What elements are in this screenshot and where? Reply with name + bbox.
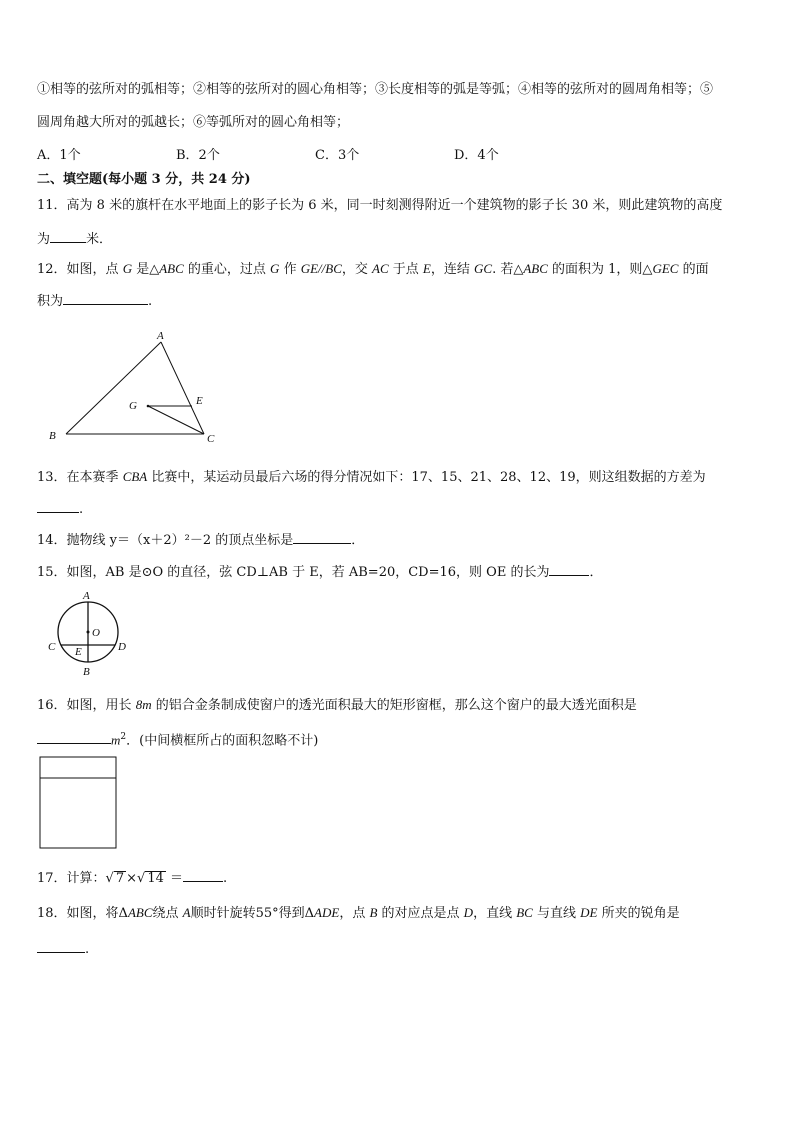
section-title-fill-blank: 二、填空题(每小题 3 分，共 24 分) [37, 172, 251, 187]
q12-text-line1 [37, 259, 709, 280]
q13-text-line1 [37, 467, 706, 488]
q16-note: ．(中间横框所占的面积忽略不计) [126, 733, 319, 749]
q15-label-o: O [92, 627, 100, 639]
q11-answer-blank[interactable] [50, 228, 86, 243]
q18-point-d: D [463, 905, 474, 920]
q12-t5: ，交 [341, 262, 373, 277]
q18-suffix: . [85, 942, 90, 957]
q18-ade: ADE [314, 905, 340, 920]
q17-sqrt-sign-1: √ [105, 871, 114, 886]
q13-t2: 比赛中，某运动员最后六场的得分情况如下：17、15、21、28、12、19，则这组数据的方差为 [147, 470, 706, 485]
q16-t1: 16．如图，用长 [37, 698, 136, 713]
q18-answer-blank[interactable] [37, 938, 85, 953]
q18-t3: 顺时针旋转55°得到Δ [190, 906, 315, 921]
q17-text [37, 867, 227, 889]
q15-label-b: B [83, 666, 90, 678]
q15-suffix: ． [589, 565, 603, 580]
q18-t2: 绕点 [152, 906, 183, 921]
q12-side-ac [161, 342, 204, 434]
q18-text-line1 [37, 903, 680, 924]
q12-t9: 的面积为 1，则△ [547, 262, 653, 277]
q15-label-c: C [48, 641, 56, 653]
q13-answer-blank[interactable] [37, 498, 79, 513]
q12-t8: . 若△ [492, 262, 524, 277]
q12-text-line2: 积为 . [37, 290, 152, 312]
q14-text [37, 529, 364, 551]
q18-t5: 的对应点是点 [377, 906, 464, 921]
q17-equals: ＝ [170, 871, 184, 886]
q13-text-line2: . [37, 498, 83, 520]
q11-prefix: 为 [37, 232, 51, 247]
q10-choice-a: A．1个 [37, 148, 81, 163]
q15-text [37, 561, 602, 583]
q16-unit-exponent: 2 [120, 732, 127, 742]
q18-abc: ABC [127, 905, 153, 920]
q18-t4: ，点 [339, 906, 370, 921]
q12-triangle-abc: ABC [159, 261, 184, 276]
q18-text-line2 [37, 938, 89, 960]
q18-t7: 与直线 [532, 906, 581, 921]
q11-text-line1: 11．高为 8 米的旗杆在水平地面上的影子长为 6 米，同一时刻测得附近一个建筑物的影子长 30 米，则此建筑物的高度 [37, 198, 723, 213]
q16-window-frame [40, 757, 116, 848]
q15-circle-figure [45, 590, 135, 685]
q17-radicand-2: 14 [147, 871, 164, 886]
q13-cba: CBA [122, 469, 148, 484]
q10-choice-b: B．2个 [176, 148, 220, 163]
q17-times: × [126, 871, 138, 886]
q15-label-e: E [75, 646, 82, 658]
q12-triangle-gec: GEC [652, 261, 679, 276]
q15-label-a: A [83, 590, 90, 602]
q16-answer-blank[interactable] [37, 729, 111, 744]
q12-label-c: C [207, 433, 215, 445]
q15-center-dot [87, 631, 90, 634]
q12-t3: 的重心，过点 [183, 262, 271, 277]
q16-text-line2 [37, 727, 318, 751]
q12-ge-parallel-bc: GE//BC [300, 261, 342, 276]
q12-label-a: A [157, 330, 164, 342]
q15-answer-blank[interactable] [549, 561, 589, 576]
q10-statement-line2: 圆周角越大所对的弧越长；⑥等弧所对的圆心角相等； [37, 115, 350, 130]
q11-text-line2 [37, 228, 112, 250]
q12-label-g: G [129, 400, 137, 412]
q10-choice-d: D．4个 [454, 148, 499, 163]
q12-segment-gc [148, 406, 204, 434]
q16-length: 8m [135, 697, 152, 712]
q16-t2: 的铝合金条制成使窗户的透光面积最大的矩形窗框，那么这个窗户的最大透光面积是 [151, 698, 637, 713]
q17-prefix: 17．计算： [37, 871, 106, 886]
q12-t10: 的面 [678, 262, 709, 277]
q17-suffix: . [223, 871, 228, 886]
q18-line-bc: BC [516, 905, 533, 920]
q12-t1: 12．如图，点 [37, 262, 123, 277]
q14-suffix: ． [351, 533, 365, 548]
q12-point-g-2: G [270, 261, 280, 276]
q18-point-b: B [369, 905, 378, 920]
q12-t6: 于点 [388, 262, 423, 277]
q12-line2-prefix: 积为 [37, 294, 64, 309]
q12-t4: 作 [279, 262, 301, 277]
q15-question: 15．如图，AB 是⊙O 的直径，弦 CD⊥AB 于 E，若 AB=20，CD=16，则 OE 的长为 [37, 565, 550, 580]
q12-triangle-abc-2: ABC [523, 261, 548, 276]
q17-radicand-1: 7 [115, 871, 125, 886]
q16-unit: m [111, 732, 121, 748]
q12-side-ab [66, 342, 161, 434]
q18-t6: ，直线 [473, 906, 517, 921]
q16-window-figure [39, 756, 119, 851]
q17-answer-blank[interactable] [183, 867, 223, 882]
q14-question: 14．抛物线 y＝（x＋2）²－2 的顶点坐标是 [37, 533, 294, 548]
q18-line-de: DE [580, 905, 598, 920]
q17-sqrt-sign-2: √ [137, 871, 146, 886]
q12-point-g-dot [147, 405, 150, 408]
q12-label-b: B [49, 430, 56, 442]
q11-suffix: 米． [86, 232, 113, 247]
q12-label-e: E [196, 395, 203, 407]
q18-point-a: A [182, 905, 191, 920]
q12-point-g: G [122, 261, 133, 276]
q13-t1: 13．在本赛季 [37, 470, 123, 485]
q12-triangle-figure [44, 327, 234, 447]
q14-answer-blank[interactable] [293, 529, 351, 544]
q12-gc: GC [474, 261, 493, 276]
q16-text-line1 [37, 695, 637, 716]
q12-t7: ，连结 [430, 262, 474, 277]
q10-choice-c: C．3个 [315, 148, 360, 163]
q18-t8: 所夹的锐角是 [597, 906, 680, 921]
q12-point-e: E [422, 261, 431, 276]
q15-label-d: D [118, 641, 126, 653]
q10-statement-line1: ①相等的弦所对的弧相等；②相等的弦所对的圆心角相等；③长度相等的弧是等弧；④相等的弦所对的圆周角相等；⑤ [37, 82, 714, 97]
q12-answer-blank[interactable] [63, 290, 148, 305]
q18-t1: 18．如图，将Δ [37, 906, 128, 921]
q12-t2: 是△ [132, 262, 160, 277]
q12-ac: AC [372, 261, 389, 276]
